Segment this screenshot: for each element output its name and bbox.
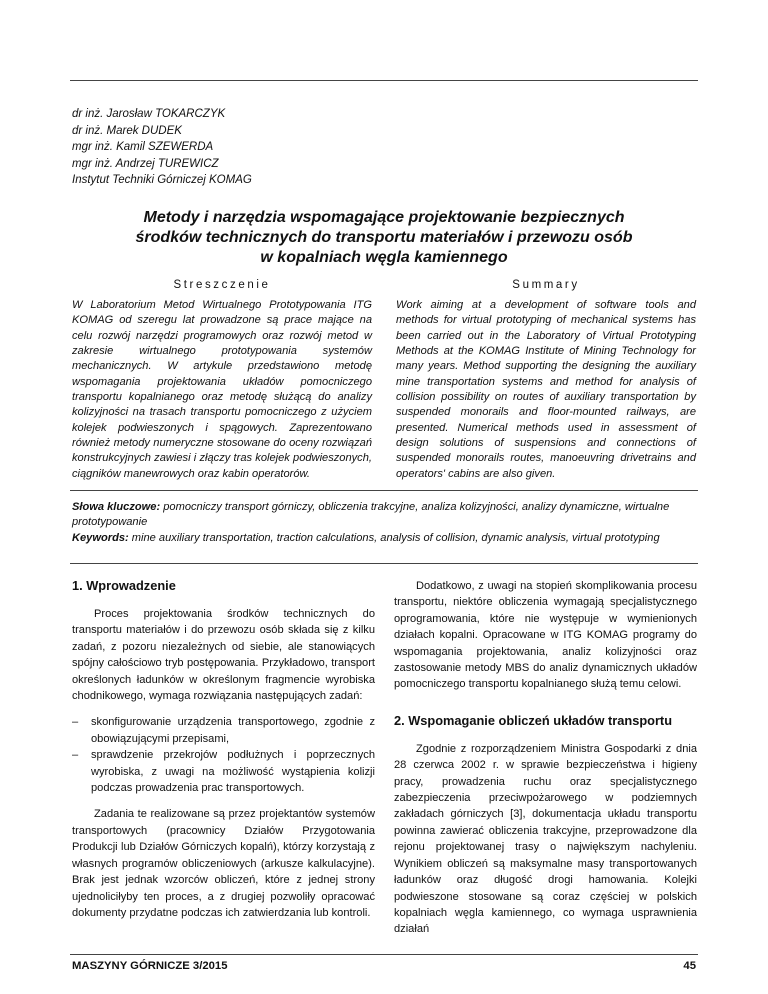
abstract-en-text: Work aiming at a development of software tools and methods for virtual prototyping of mechanical systems has been carried out in the Laboratory of Virtual Prototyping Methods at the KOMAG Institute of Mining Technology for many years. Method supporting the designing the auxiliary mine transportation systems and method for analysis of collision possibility on routes of auxiliary transportation by suspended monorails and floor-mounted railways, are presented. Numerical methods used in assessment of design solutions of suspensions and connections of suspended monorails routes, manoeuvring drivetrains and operators' cabins are also given. [396,299,696,480]
institution: Instytut Techniki Górniczej KOMAG [72,174,252,187]
keywords-pl-text: pomocniczy transport górniczy, obliczenia trakcyjne, analiza kolizyjności, analizy dynamiczne, wirtualne prototypowanie [72,501,670,529]
title-line: środków technicznych do transportu materiałów i przewozu osób [135,229,633,246]
title-line: Metody i narzędzia wspomagające projektowanie bezpiecznych [143,209,625,226]
keywords-pl-label: Słowa kluczowe: [72,501,161,513]
keywords-pl [72,500,696,531]
author-name: dr inż. Marek DUDEK [72,124,182,137]
page-number: 45 [683,960,696,972]
keywords-top-rule [70,490,698,491]
footer-rule [70,954,698,955]
section-1-paragraph: Dodatkowo, z uwagi na stopień skomplikowania procesu transportu, niektóre obliczenia wymagają specjalistycznego oprogramowania, które nie występuje w wymienionych działach kopalni. Opracowane w ITG KOMAG programy do wspomagania projektowania, analiz kolizyjności oraz zastosowanie metody MBS do analiz dynamicznych układów pomocniczego transportu kopalnianego służą temu celowi. [394,580,697,691]
section-2-paragraph: Zgodnie z rozporządzeniem Ministra Gospodarki z dnia 28 czerwca 2002 r. w sprawie bezpieczeństwa i higieny pracy, prowadzenia ruchu oraz specjalistycznego zabezpieczenia przeciwpożarowego w podziemnych zakładach górniczych [3], dokumentacja układu transportu powinna zawierać obliczenia trakcyjne, przeprowadzone dla rejonu projektowanej trasy o największym nachyleniu. Wynikiem obliczeń są maksymalne masy transportowanych ładunków oraz długość drogi hamowania. Kolejki podwieszone stosowane są coraz częściej w polskich kopalniach węgla kamiennego, co wymaga usprawnienia działań [394,742,697,936]
list-item: – sprawdzenie przekrojów podłużnych i poprzecznych wyrobiska, z uwagi na możliwość wystąpienia kolizji podczas prowadzenia prac transportowych. [72,747,375,796]
abstract-pl-heading: Streszczenie [173,279,271,291]
title-line: w kopalniach węgla kamiennego [260,249,508,266]
journal-name: MASZYNY GÓRNICZE 3/2015 [72,960,228,972]
section-1-heading: 1. Wprowadzenie [72,578,176,593]
left-column [72,578,375,931]
section-1-paragraph: Proces projektowania środków technicznych do transportu materiałów i do przewozu osób składa się z kilku zadań, z pozoru niezależnych od siebie, ale stanowiących spójny całościowo tryb postępowania. Przykładowo, transport określonych ładunków w określonym fragmencie wyrobiska chodnikowego, wymaga rozwiązania następujących zadań: [72,608,375,703]
right-column [394,578,697,948]
keywords-en [72,531,696,546]
section-1-paragraph: Zadania te realizowane są przez projektantów systemów transportowych (pracownicy Działów Przygotowania Produkcji lub Działów Górniczych kopalń), którzy korzystają z własnych programów obliczeniowych (arkusze kalkulacyjne). Brak jest jednak wzorców obliczeń, które z jednej strony ujednoliciłyby ten proces, a z drugiej pozwoliły opracować dokumenty przydatne podczas ich zatwierdzania lub kontroli. [72,808,375,919]
abstract-en-heading: Summary [512,279,580,291]
author-name: mgr inż. Andrzej TUREWICZ [72,157,219,170]
section-2-heading: 2. Wspomaganie obliczeń układów transportu [394,712,673,728]
author-name: dr inż. Jarosław TOKARCZYK [72,108,226,120]
keywords-bottom-rule [70,563,698,564]
top-rule [70,80,698,81]
author-block [72,106,472,189]
author-name: mgr inż. Kamil SZEWERDA [72,141,214,154]
abstract-pl-text: W Laboratorium Metod Wirtualnego Prototypowania ITG KOMAG od szeregu lat prowadzone są prace mające na celu rozwój narzędzi programowych oraz rozwój metod w zakresie wirtualnego prototypowania systemów mechanicznych. W artykule przedstawiono metodę wspomagania projektowania układów pomocniczego transportu kopalnianego oraz metodę służącą do analizy kolizyjności na trasach transportu pomocniczego z użyciem kolejek podwieszonych i spągowych. Zaprezentowano również metody numeryczne stosowane do oceny rozwiązań konstrukcyjnych zawiesi i złączy tras kolejek podwieszonych, ciągników manewrowych oraz kabin operatorów. [72,299,372,480]
keywords-en-label: Keywords: [72,532,129,544]
paper-title [72,208,696,268]
keywords-en-text: mine auxiliary transportation, traction calculations, analysis of collision, dynamic analysis, virtual prototyping [128,532,660,544]
list-item: – skonfigurowanie urządzenia transportowego, zgodnie z obowiązującymi przepisami, [72,714,375,747]
task-list [72,714,375,796]
